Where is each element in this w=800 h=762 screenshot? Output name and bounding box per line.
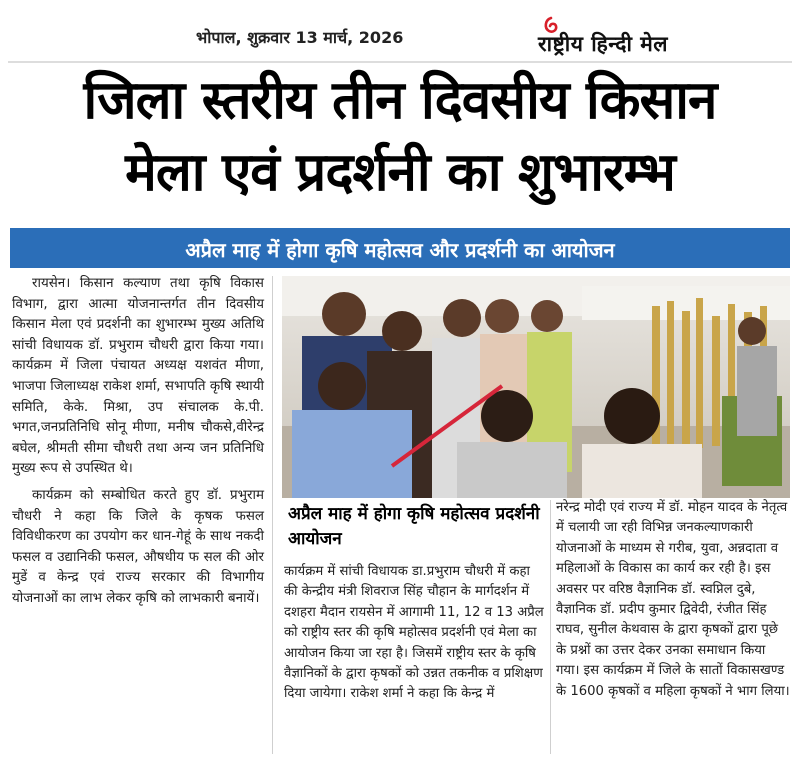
column-divider [550, 500, 551, 754]
article-column-middle [284, 562, 546, 752]
headline-line-2: मेला एवं प्रदर्शनी का शुभारम्भ [125, 142, 675, 203]
headline [0, 66, 800, 216]
masthead [0, 0, 800, 58]
subheading-text: अप्रैल माह में होगा कृषि महोत्सव प्रदर्शनी आयोजन [288, 504, 540, 549]
article-subheading [282, 498, 544, 558]
masthead-divider [8, 61, 792, 63]
newspaper-logo [530, 16, 790, 56]
article-paragraph: कार्यक्रम में सांची विधायक डा.प्रभुराम चौधरी में कहा की केन्द्रीय मंत्री शिवराज सिंह चौहान के मार्गदर्शन में दशहरा मैदान रायसेन में आगामी 11, 12 व 13 अप्रैल को राष्ट्रीय स्तर की कृषि महोत्सव प्रदर्शनी एवं मेला का आयोजन किया जा रहा है। जिसमें राष्ट्रीय स्तर के कृषि वैज्ञानिकों के द्वारा कृषकों को उन्नत तकनीक व प्रशिक्षण दिया जायेगा। राकेश शर्मा ने कहा कि केन्द्र में [284, 564, 544, 702]
article-column-left [12, 274, 264, 754]
banner-text: अप्रैल माह में होगा कृषि महोत्सव और प्रदर्शनी का आयोजन [185, 238, 615, 262]
dateline: भोपाल, शुक्रवार 13 मार्च, 2026 [196, 28, 404, 47]
article-paragraph: कार्यक्रम को सम्बोधित करते हुए डॉ. प्रभुराम चौधरी ने कहा कि जिले के कृषक फसल विविधीकरण का उपयोग कर धान-गेहूं के साथ नकदी फसल व उद्यानिकी फसल, औषधीय फ सल की ओर मुडें व केन्द्र एवं राज्य सरकार की विभागीय योजनाओं का लाभ लेकर कृषि को लाभकारी बनायें। [12, 487, 264, 606]
headline-line-1: जिला स्तरीय तीन दिवसीय किसान [83, 70, 717, 131]
subheadline-banner [10, 228, 790, 268]
news-photo [282, 276, 790, 498]
article-paragraph: नरेन्द्र मोदी एवं राज्य में डॉ. मोहन यादव के नेतृत्व में चलायी जा रही विभिन्न जनकल्याणकारी योजनाओं के माध्यम से गरीब, युवा, अन्नदाता व महिलाओं के विकास का कार्य कर रही है। इस अवसर पर वरिष्ठ वैज्ञानिक डॉ. स्वप्निल दुबे, वैज्ञानिक डॉ. प्रदीप कुमार द्विवेदी, रंजीत सिंह राघव, सुनील केथवास के द्वारा कृषकों द्वारा पूछे के प्रश्नों का उत्तर देकर उनका समाधान किया गया। इस कार्यक्रम में जिले के सातों विकासखण्ड के 1600 कृषकों व महिला कृषकों ने भाग लिया। [556, 500, 790, 699]
article-column-right [556, 498, 790, 754]
article-paragraph: रायसेन। किसान कल्याण तथा कृषि विकास विभाग, द्वारा आत्मा योजनान्तर्गत तीन दिवसीय किसान मेला एवं प्रदर्शनी का शुभारम्भ मुख्य अतिथि सांची विधायक डॉ. प्रभुराम चौधरी द्वारा किया गया। कार्यक्रम में जिला पंचायत अध्यक्ष यशवंत मीणा, भाजपा जिलाध्यक्ष राकेश शर्मा, सभापति कृषि स्थायी समिति, केके. मिश्रा, उप संचालक के.पी. भगत,जनप्रतिनिधि सोनू मीणा, मनीष चौकसे,वीरेन्द्र बघेल, श्रीमती सीमा चौधरी तथा अन्य जन प्रतिनिधि मुख्य रूप से उपस्थित थे। [12, 276, 264, 477]
column-divider [272, 276, 273, 754]
logo-text: राष्ट्रीय हिन्दी मेल [538, 32, 668, 56]
